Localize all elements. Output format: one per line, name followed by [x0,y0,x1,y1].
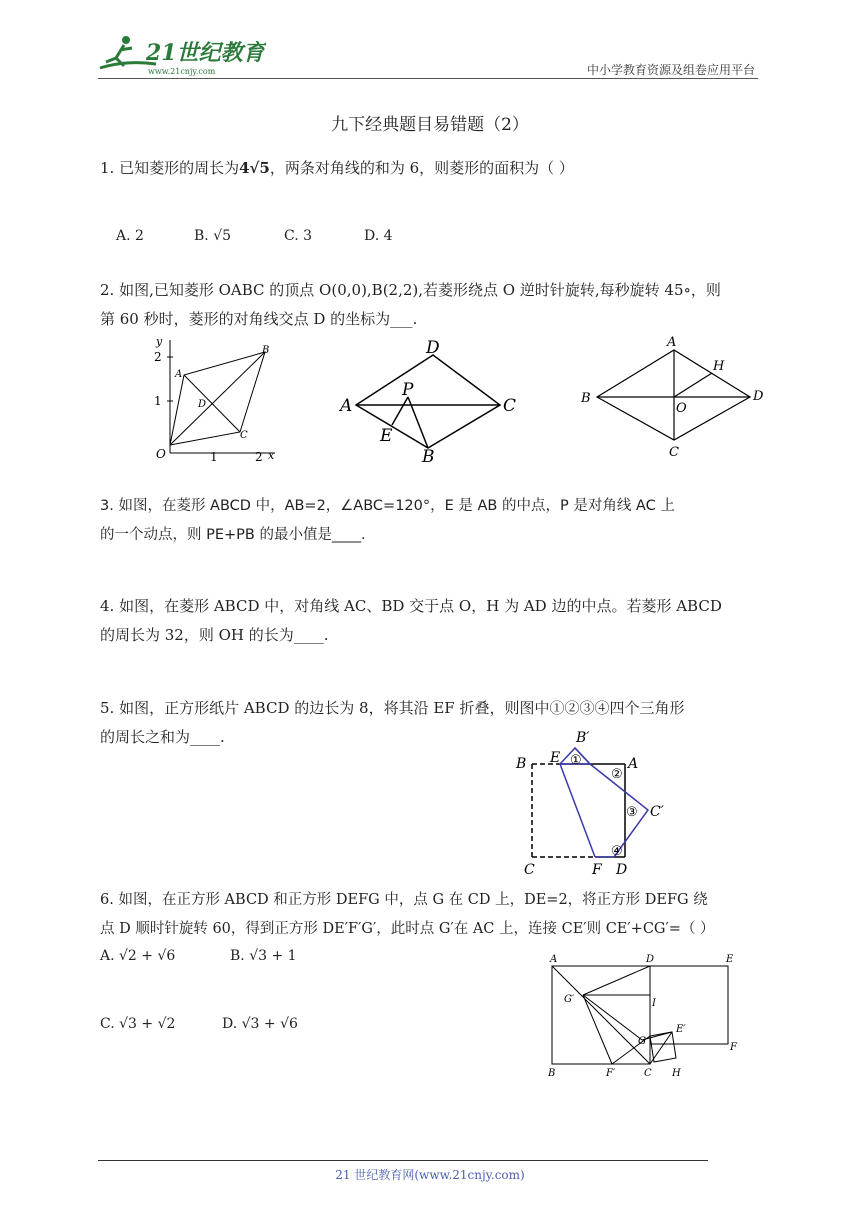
coord-o-label: O [156,447,166,461]
coord-tick-x2: 2 [255,450,263,464]
q6-option-a: A. √2 + √6 [100,948,176,964]
figure-coordinate-rhombus [140,335,280,465]
q6-line-1: 6. 如图，在正方形 ABCD 和正方形 DEFG 中，点 G 在 CD 上，DE=2，将正方形 DEFG 绕 [100,892,708,908]
fold-b1-label: B′ [576,730,590,746]
sq-d-label: D [646,954,655,965]
sq-e-label: E [726,954,734,965]
q1-options [100,228,500,248]
platform-name: 中小学教育资源及组卷应用平台 [586,63,755,77]
q4-line-2: 的周长为 32，则 OH 的长为____. [100,626,329,644]
sq-f-label: F [730,1042,737,1053]
question-1 [100,154,762,183]
sq-e1-label: E′ [676,1024,686,1035]
r2-h-label: H [713,359,725,374]
logo-url: www.21cnjy.com [148,67,216,76]
coord-y-label: y [156,335,163,348]
coord-c-label: C [240,430,248,441]
fold-n3-label: ③ [626,805,638,820]
fold-n1-label: ① [570,753,582,768]
site-logo [96,30,266,80]
q2-line-2: 第 60 秒时，菱形的对角线交点 D 的坐标为___. [100,310,418,328]
question-2 [100,276,762,334]
q6-option-b: B. √3 + 1 [230,948,297,964]
coord-tick-y2: 2 [154,350,162,364]
coord-tick-y1: 1 [154,394,162,408]
q6-option-c: C. √3 + √2 [100,1016,176,1032]
sq-f1-label: F′ [606,1068,616,1079]
fold-a-label: A [628,756,639,772]
r2-o-label: O [676,401,687,416]
q2-line-1: 2. 如图,已知菱形 OABC 的顶点 O(0,0),B(2,2),若菱形绕点 O 逆时针旋转,每秒旋转 45∘，则 [100,281,721,299]
q1-text-end: ，两条对角线的和为 6，则菱形的面积为（ ） [269,159,574,177]
coord-tick-x1: 1 [210,450,218,464]
r1-b-label: B [422,447,435,465]
fold-n4-label: ④ [611,844,623,859]
sq-h-label: H [672,1068,681,1079]
r1-d-label: D [426,338,440,358]
question-3 [100,492,762,550]
sq-g-label: G [638,1036,646,1047]
q5-line-1: 5. 如图，正方形纸片 ABCD 的边长为 8，将其沿 EF 折叠，则图中①②③④四个三角形 [100,699,685,717]
header-divider [98,78,758,79]
fold-e-label: E [550,750,561,766]
q1-perimeter: 4√5 [239,159,270,177]
fold-c-label: C [524,862,535,878]
r1-e-label: E [380,426,393,446]
fold-d-label: D [616,862,628,878]
page-title: 九下经典题目易错题（2） [331,115,529,135]
q1-option-c: C. 3 [284,228,313,244]
figure-two-squares [540,950,750,1084]
q3-line-2: 的一个动点，则 PE+PB 的最小值是____. [100,527,366,543]
fold-c1-label: C′ [650,804,664,820]
r1-p-label: P [402,380,414,400]
coord-x-label: x [268,449,275,462]
sq-a-label: A [550,954,558,965]
coord-d-label: D [198,399,207,410]
question-6 [100,886,762,944]
q1-option-a: A. 2 [116,228,144,244]
coord-b-label: B [262,345,270,356]
sq-b-label: B [548,1068,556,1079]
r1-a-label: A [340,396,353,416]
figure-rhombus-oh [575,330,770,460]
logo-graphic [96,30,266,80]
q1-text-start: 1. 已知菱形的周长为 [100,159,240,177]
q6-line-2: 点 D 顺时针旋转 60，得到正方形 DE′F′G′，此时点 G′在 AC 上，连接 CE′则 CE′+CG′=（ ） [100,921,715,937]
q1-option-b: B. √5 [194,228,232,244]
fold-n2-label: ② [611,767,623,782]
figure-folded-square [510,724,680,880]
logo-text: 21世纪教育 [146,40,265,66]
r2-b-label: B [581,391,591,406]
question-4 [100,592,762,650]
q3-line-1: 3. 如图，在菱形 ABCD 中，AB=2，∠ABC=120°，E 是 AB 的中点，P 是对角线 AC 上 [100,498,675,514]
footer-divider [98,1160,708,1161]
r2-d-label: D [753,389,764,404]
figure-rhombus-pe [338,335,523,465]
sq-c-label: C [644,1068,652,1079]
q6-options [100,948,400,1048]
sq-g1-label: G′ [564,994,575,1005]
q5-line-2: 的周长之和为____. [100,728,225,746]
fold-f-label: F [592,862,602,878]
q6-option-d: D. √3 + √6 [222,1016,298,1032]
coord-a-label: A [175,369,183,380]
q4-line-1: 4. 如图，在菱形 ABCD 中，对角线 AC、BD 交于点 O，H 为 AD 边的中点。若菱形 ABCD [100,597,722,615]
sq-i-label: I [652,998,656,1009]
fold-b-label: B [516,756,527,772]
q1-option-d: D. 4 [364,228,393,244]
footer-text: 21 世纪教育网(www.21cnjy.com) [335,1168,525,1182]
r1-c-label: C [503,396,517,416]
r2-a-label: A [667,335,677,350]
r2-c-label: C [669,445,679,460]
